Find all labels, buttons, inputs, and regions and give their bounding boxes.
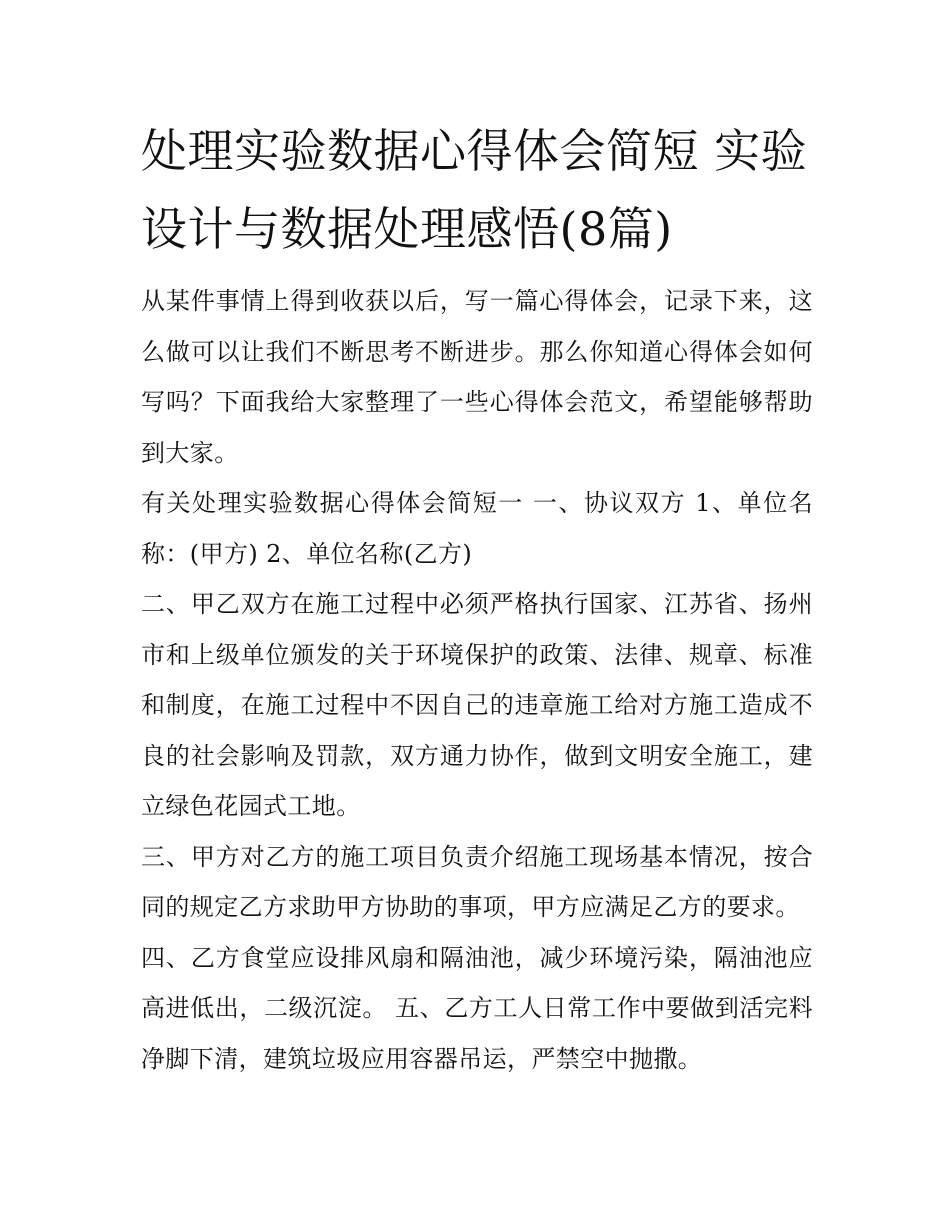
paragraph-clause-3: 三、甲方对乙方的施工项目负责介绍施工现场基本情况，按合同的规定乙方求助甲方协助的事项，甲方应满足乙方的要求。 — [141, 842, 813, 921]
paragraph-clause-2: 二、甲乙双方在施工过程中必须严格执行国家、江苏省、扬州市和上级单位颁发的关于环境保护的政策、法律、规章、标准和制度，在施工过程中不因自己的违章施工给对方施工造成不良的社会影响及罚款，双方通力协作，做到文明安全施工，建立绿色花园式工地。 — [141, 590, 813, 820]
paragraph-clause-4-5: 四、乙方食堂应设排风扇和隔油池，减少环境污染，隔油池应高进低出，二级沉淀。 五、乙方工人日常工作中要做到活完料净脚下清，建筑垃圾应用容器吊运，严禁空中抛撒。 — [141, 943, 813, 1073]
paragraph-intro: 从某件事情上得到收获以后，写一篇心得体会，记录下来，这么做可以让我们不断思考不断进步。那么你知道心得体会如何写吗？下面我给大家整理了一些心得体会范文，希望能够帮助到大家。 — [141, 287, 813, 467]
document-title: 处理实验数据心得体会简短 实验设计与数据处理感悟(8篇) — [141, 124, 808, 256]
paragraph-parties: 有关处理实验数据心得体会简短一 一、协议双方 1、单位名称：(甲方) 2、单位名称(乙方) — [141, 489, 813, 568]
document-body — [141, 112, 813, 1084]
